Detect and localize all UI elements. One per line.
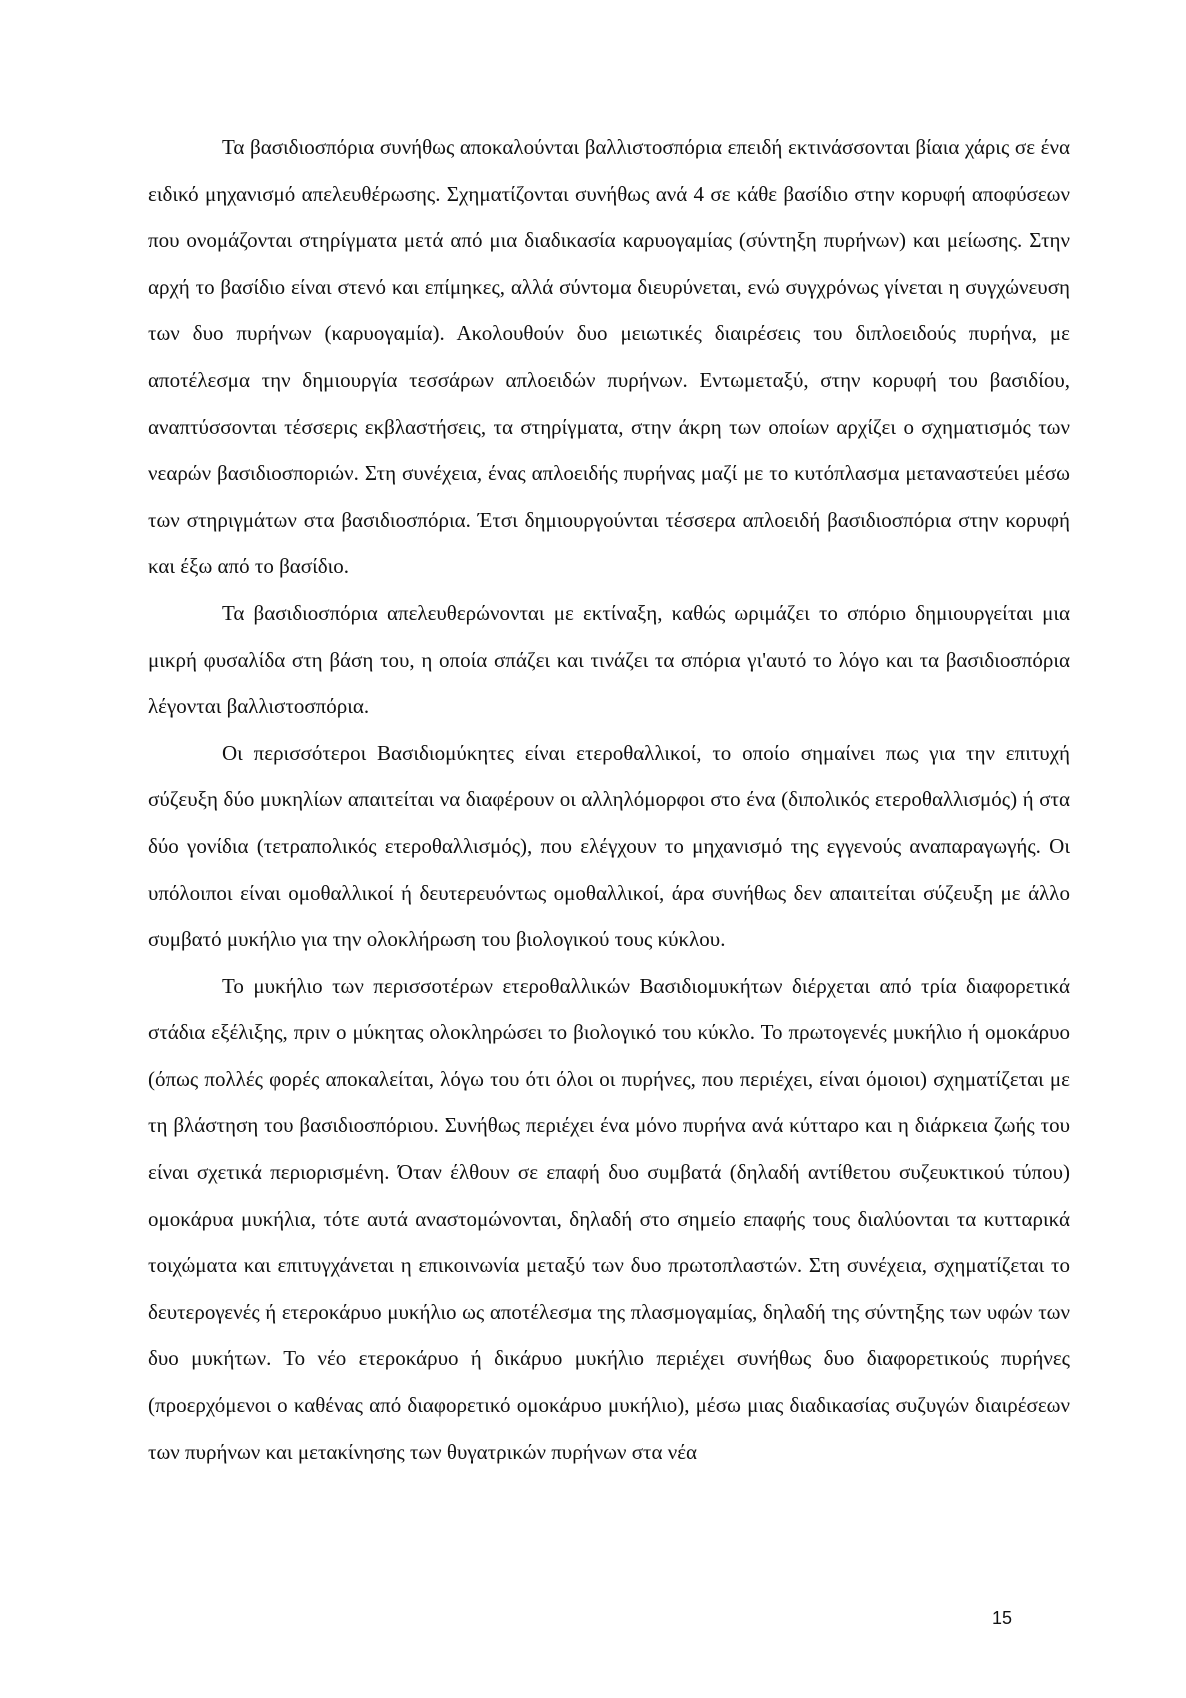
paragraph-spore-release: Τα βασιδιοσπόρια απελευθερώνονται με εκτίναξη, καθώς ωριμάζει το σπόριο δημιουργείται μια μικρή φυσαλίδα στη βάση του, η οποία σπάζει και τινάζει τα σπόρια γι'αυτό το λόγο και τα βασιδιοσπόρια λέγονται βαλλιστοσπόρια. bbox=[148, 600, 1070, 719]
paragraph-mycelium-stages: Το μυκήλιο των περισσοτέρων ετεροθαλλικών Βασιδιομυκήτων διέρχεται από τρία διαφορετικά στάδια εξέλιξης, πριν ο μύκητας ολοκληρώσει το βιολογικό του κύκλο. Το πρωτογενές μυκήλιο ή ομοκάρυο (όπως πολλές φορές αποκαλείται, λόγω του ότι όλοι οι πυρήνες, που περιέχει, είναι όμοιοι) σχηματίζεται με τη βλάστηση του βασιδιοσπόριου. Συνήθως περιέχει ένα μόνο πυρήνα ανά κύτταρο και η διάρκεια ζωής του είναι σχετικά περιορισμένη. Όταν έλθουν σε επαφή δυο συμβατά (δηλαδή αντίθετου συζευκτικού τύπου) ομοκάρυα μυκήλια, τότε αυτά αναστομώνονται, δηλαδή στο σημείο επαφής τους διαλύονται τα κυτταρικά τοιχώματα και επιτυγχάνεται η επικοινωνία μεταξύ των δυο πρωτοπλαστών. Στη συνέχεια, σχηματίζεται το δευτερογενές ή ετεροκάρυο μυκήλιο ως αποτέλεσμα της πλασμογαμίας, δηλαδή της σύντηξης των υφών των δυο μυκήτων. Το νέο ετεροκάρυο ή δικάρυο μυκήλιο περιέχει συνήθως δυο διαφορετικούς πυρήνες (προερχόμενοι ο καθένας από διαφορετικό ομοκάρυο μυκήλιο), μέσω μιας διαδικασίας συζυγών διαιρέσεων των πυρήνων και μετακίνησης των θυγατρικών πυρήνων στα νέα bbox=[148, 973, 1070, 1464]
paragraph-heterothallism: Οι περισσότεροι Βασιδιομύκητες είναι ετεροθαλλικοί, το οποίο σημαίνει πως για την επιτυχή σύζευξη δύο μυκηλίων απαιτείται να διαφέρουν οι αλληλόμορφοι στο ένα (διπολικός ετεροθαλλισμός) ή στα δύο γονίδια (τετραπολικός ετεροθαλλισμός), που ελέγχουν το μηχανισμό της εγγενούς αναπαραγωγής. Οι υπόλοιποι είναι ομοθαλλικοί ή δευτερευόντως ομοθαλλικοί, άρα συνήθως δεν απαιτείται σύζευξη με άλλο συμβατό μυκήλιο για την ολοκλήρωση του βιολογικού τους κύκλου. bbox=[148, 740, 1070, 952]
paragraph-basidiospores-formation: Τα βασιδιοσπόρια συνήθως αποκαλούνται βαλλιστοσπόρια επειδή εκτινάσσονται βίαια χάρις σε ένα ειδικό μηχανισμό απελευθέρωσης. Σχηματίζονται συνήθως ανά 4 σε κάθε βασίδιο στην κορυφή αποφύσεων που ονομάζονται στηρίγματα μετά από μια διαδικασία καρυογαμίας (σύντηξη πυρήνων) και μείωσης. Στην αρχή το βασίδιο είναι στενό και επίμηκες, αλλά σύντομα διευρύνεται, ενώ συγχρόνως γίνεται η συγχώνευση των δυο πυρήνων (καρυογαμία). Ακολουθούν δυο μειωτικές διαιρέσεις του διπλοειδούς πυρήνα, με αποτέλεσμα την δημιουργία τεσσάρων απλοειδών πυρήνων. Εντωμεταξύ, στην κορυφή του βασιδίου, αναπτύσσονται τέσσερις εκβλαστήσεις, τα στηρίγματα, στην άκρη των οποίων αρχίζει ο σχηματισμός των νεαρών βασιδιοσποριών. Στη συνέχεια, ένας απλοειδής πυρήνας μαζί με το κυτόπλασμα μεταναστεύει μέσω των στηριγμάτων στα βασιδιοσπόρια. Έτσι δημιουργούνται τέσσερα απλοειδή βασιδιοσπόρια στην κορυφή και έξω από το βασίδιο. bbox=[148, 135, 1070, 579]
body-text bbox=[148, 124, 1070, 1475]
page-number: 15 bbox=[992, 1608, 1013, 1628]
